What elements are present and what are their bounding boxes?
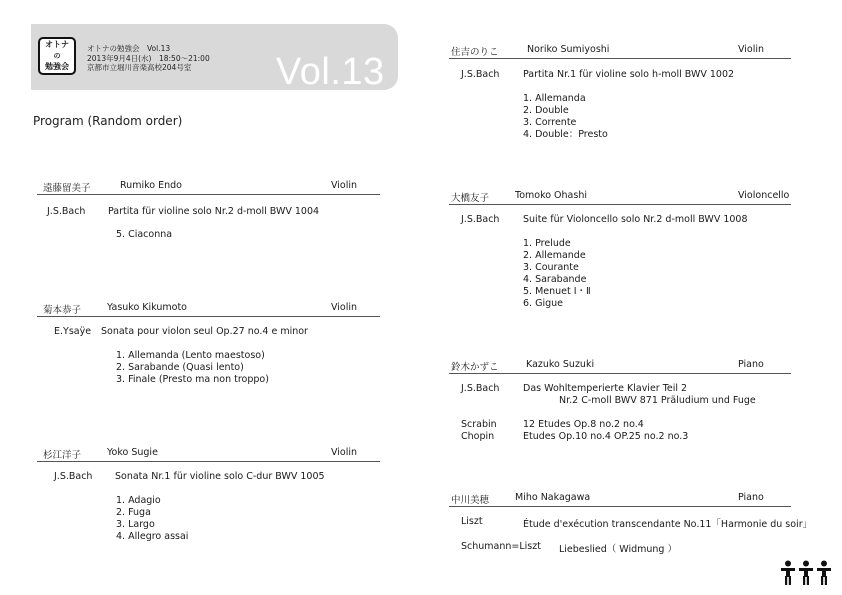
movement: 4. Sarabande — [523, 274, 587, 285]
movement-list — [116, 350, 269, 386]
work-title: Partita Nr.1 für violine solo h-moll BWV 1002 — [523, 69, 735, 80]
movement: 3. Largo — [116, 519, 155, 530]
performer-instrument: Violin — [331, 447, 358, 458]
movement-list — [523, 238, 591, 310]
movement: 1. Allemanda (Lento maestoso) — [116, 350, 265, 361]
logo-line-3: 勉強会 — [45, 62, 69, 71]
performer-name-jp: 遠藤留美子 — [43, 183, 91, 194]
movement: 2. Fuga — [116, 507, 151, 518]
movement: 4. Allegro assai — [116, 531, 189, 542]
performer-header — [449, 44, 791, 59]
work-title-detail: Nr.2 C-moll BWV 871 Präludium und Fuge — [559, 395, 756, 406]
movement: 1. Allemanda — [523, 93, 586, 104]
work-title: Étude d'exécution transcendante No.11「Harmonie du soir」 — [523, 519, 813, 530]
logo — [38, 37, 76, 75]
work-composer: J.S.Bach — [54, 471, 93, 482]
performer-instrument: Piano — [738, 492, 764, 503]
performer-header — [449, 190, 791, 205]
logo-line-1: オトナ — [45, 40, 69, 49]
work-title: Das Wohltemperierte Klavier Teil 2 — [523, 383, 688, 394]
work-composer: J.S.Bach — [461, 69, 500, 80]
movement-list — [116, 229, 172, 241]
work-composer: Liszt — [461, 516, 483, 527]
performer-name-jp: 杉江洋子 — [43, 450, 82, 461]
movement: 1. Adagio — [116, 495, 161, 506]
work-composer: Scrabin — [461, 419, 497, 430]
performer-name-en: Yoko Sugie — [107, 447, 158, 458]
movement: 2. Sarabande (Quasi lento) — [116, 362, 244, 373]
performer-instrument: Violin — [331, 180, 358, 191]
work-composer: Schumann=Liszt — [461, 541, 541, 552]
work-title: Liebeslied（ Widmung ） — [559, 544, 677, 555]
performer-header — [449, 492, 791, 507]
movement: 3. Corrente — [523, 117, 577, 128]
work-title: Sonata Nr.1 für violine solo C-dur BWV 1005 — [115, 471, 325, 482]
work-title: Partita für violine solo Nr.2 d-moll BWV 1004 — [108, 206, 320, 217]
performer-name-jp: 鈴木かずこ — [451, 362, 499, 373]
movement: 4. Double：Presto — [523, 129, 608, 140]
work-composer: J.S.Bach — [461, 383, 500, 394]
work-title: 12 Etudes Op.8 no.2 no.4 — [523, 419, 644, 430]
event-date: 2013年9月4日(水) 18:50～21:00 — [87, 53, 210, 63]
performer-instrument: Violin — [331, 302, 358, 313]
movement-list — [523, 93, 608, 141]
logo-line-2: の — [53, 52, 61, 60]
performer-name-en: Yasuko Kikumoto — [107, 302, 187, 313]
performer-name-en: Tomoko Ohashi — [515, 190, 587, 201]
movement: 2. Double — [523, 105, 569, 116]
performer-name-jp: 中川美穂 — [451, 495, 490, 506]
performer-name-en: Noriko Sumiyoshi — [527, 44, 610, 55]
work-composer: Chopin — [461, 431, 495, 442]
event-title: オトナの勉強会 Vol.13 — [87, 44, 171, 53]
work-title: Sonata pour violon seul Op.27 no.4 e minor — [101, 326, 308, 337]
performer-instrument: Piano — [738, 359, 764, 370]
movement-list — [116, 495, 188, 543]
performer-name-en: Rumiko Endo — [120, 180, 182, 191]
performer-name-en: Miho Nakagawa — [515, 492, 591, 503]
movement: 1. Prelude — [523, 238, 571, 249]
performer-name-jp: 菊本恭子 — [43, 305, 82, 316]
performer-header — [37, 180, 380, 195]
work-title: Etudes Op.10 no.4 OP.25 no.2 no.3 — [523, 431, 689, 442]
movement: 2. Allemande — [523, 250, 586, 261]
performer-header — [37, 447, 380, 462]
movement: 3. Finale (Presto ma non troppo) — [116, 374, 269, 385]
performer-instrument: Violin — [738, 44, 765, 55]
people-icon — [780, 560, 832, 586]
performer-header — [449, 359, 791, 374]
volume-number: Vol.13 — [276, 51, 385, 93]
performer-name-jp: 住吉のりこ — [451, 47, 499, 58]
movement: 5. Ciaconna — [116, 229, 173, 240]
movement: 5. Menuet Ⅰ・Ⅱ — [523, 286, 591, 297]
movement: 3. Courante — [523, 262, 579, 273]
event-info — [87, 44, 210, 73]
performer-name-jp: 大橋友子 — [451, 193, 490, 204]
performer-header — [37, 302, 380, 317]
performer-name-en: Kazuko Suzuki — [526, 359, 595, 370]
program-label: Program (Random order) — [33, 114, 183, 128]
work-composer: J.S.Bach — [461, 214, 500, 225]
work-composer: J.S.Bach — [47, 206, 86, 217]
work-title: Suite für Violoncello solo Nr.2 d-moll BWV 1008 — [523, 214, 748, 225]
work-composer: E.Ysaÿe — [54, 326, 92, 337]
movement: 6. Gigue — [523, 298, 563, 309]
event-venue: 京都市立堀川音楽高校204号室 — [87, 63, 192, 72]
performer-instrument: Violoncello — [738, 190, 790, 201]
